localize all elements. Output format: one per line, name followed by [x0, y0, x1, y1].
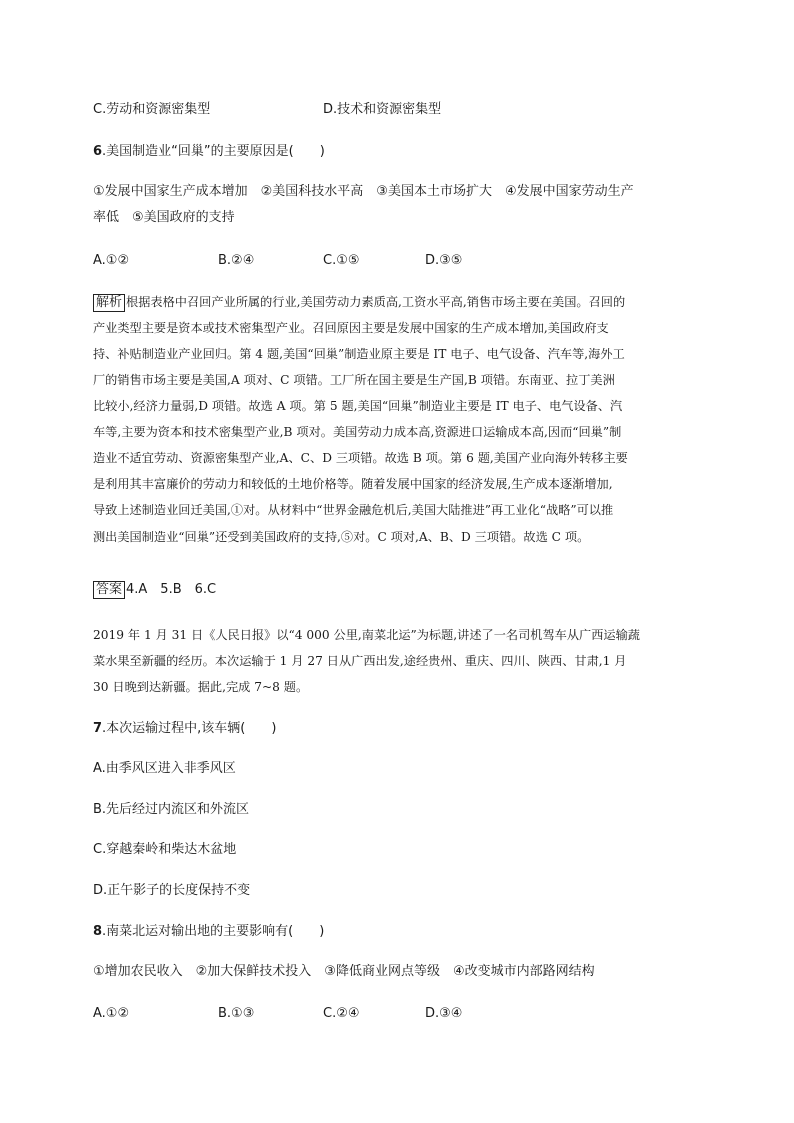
analysis-line: 产业类型主要是资本或技术密集型产业。召回原因主要是发展中国家的生产成本增加,美国政府支: [93, 321, 609, 335]
option-c-q5: C.劳动和资源密集型: [93, 102, 211, 117]
analysis-line: 车等,主要为资本和技术密集型产业,B 项对。美国劳动力成本高,资源进口运输成本高,因而“回巢”制: [93, 425, 622, 439]
option-c-q8: C.②④: [323, 1006, 360, 1021]
material-line: 30 日晚到达新疆。据此,完成 7~8 题。: [93, 680, 309, 694]
analysis-line: 厂的销售市场主要是美国,A 项对、C 项错。工厂所在国主要是生产国,B 项错。东南亚、拉丁美洲: [93, 373, 615, 387]
option-c-q7: C.穿越秦岭和柴达木盆地: [93, 842, 237, 857]
question-8-stem: [93, 922, 324, 942]
option-d-q5: D.技术和资源密集型: [323, 102, 442, 117]
option-a-q6: A.①②: [93, 253, 130, 268]
question-text: .本次运输过程中,该车辆( ): [102, 721, 277, 736]
answer-line: [93, 580, 216, 600]
question-number: 6: [93, 144, 103, 159]
analysis-line: 比较小,经济力量弱,D 项错。故选 A 项。第 5 题,美国“回巢”制造业主要是 IT 电子、电气设备、汽: [93, 399, 623, 413]
question-6-items-line1: ①发展中国家生产成本增加 ②美国科技水平高 ③美国本土市场扩大 ④发展中国家劳动生产: [93, 184, 634, 199]
material-line: 菜水果至新疆的经历。本次运输于 1 月 27 日从广西出发,途经贵州、重庆、四川、陕西、甘肃,1 月: [93, 654, 627, 668]
question-6-stem: [93, 142, 325, 162]
option-a-q8: A.①②: [93, 1006, 130, 1021]
analysis-line: 持、补贴制造业产业回归。第 4 题,美国“回巢”制造业原主要是 IT 电子、电气设备、汽车等,海外工: [93, 347, 625, 361]
option-d-q8: D.③④: [425, 1006, 463, 1021]
question-text: .美国制造业“回巢”的主要原因是( ): [102, 144, 325, 159]
answer-text: 4.A 5.B 6.C: [126, 582, 217, 597]
analysis-line: 是利用其丰富廉价的劳动力和较低的土地价格等。随着发展中国家的经济发展,生产成本逐渐增加,: [93, 477, 613, 491]
question-text: .南菜北运对输出地的主要影响有( ): [102, 924, 325, 939]
question-number: 8: [93, 924, 103, 939]
material-line: 2019 年 1 月 31 日《人民日报》以“4 000 公里,南菜北运”为标题,讲述了一名司机驾车从广西运输蔬: [93, 628, 640, 642]
option-d-q6: D.③⑤: [425, 253, 463, 268]
analysis-line: 解析 根据表格中召回产业所属的行业,美国劳动力素质高,工资水平高,销售市场主要在美国。召回的: [93, 292, 625, 312]
answer-tag: 答案: [93, 581, 125, 599]
option-b-q8: B.①③: [218, 1006, 255, 1021]
option-a-q7: A.由季风区进入非季风区: [93, 761, 236, 776]
question-6-items-line2: 率低 ⑤美国政府的支持: [93, 210, 235, 225]
question-8-items: ①增加农民收入 ②加大保鲜技术投入 ③降低商业网点等级 ④改变城市内部路网结构: [93, 964, 595, 979]
analysis-tag: 解析: [93, 294, 125, 312]
option-c-q6: C.①⑤: [323, 253, 360, 268]
analysis-line: 导致上述制造业回迁美国,①对。从材料中“世界金融危机后,美国大陆推进”再工业化“战略”可以推: [93, 503, 614, 517]
question-7-stem: [93, 719, 276, 739]
option-b-q7: B.先后经过内流区和外流区: [93, 802, 250, 817]
analysis-line: 测出美国制造业“回巢”还受到美国政府的支持,⑤对。C 项对,A、B、D 三项错。故选 C 项。: [93, 530, 590, 544]
option-d-q7: D.正午影子的长度保持不变: [93, 883, 251, 898]
option-b-q6: B.②④: [218, 253, 255, 268]
analysis-line: 造业不适宜劳动、资源密集型产业,A、C、D 三项错。故选 B 项。第 6 题,美国产业向海外转移主要: [93, 451, 628, 465]
question-number: 7: [93, 721, 103, 736]
